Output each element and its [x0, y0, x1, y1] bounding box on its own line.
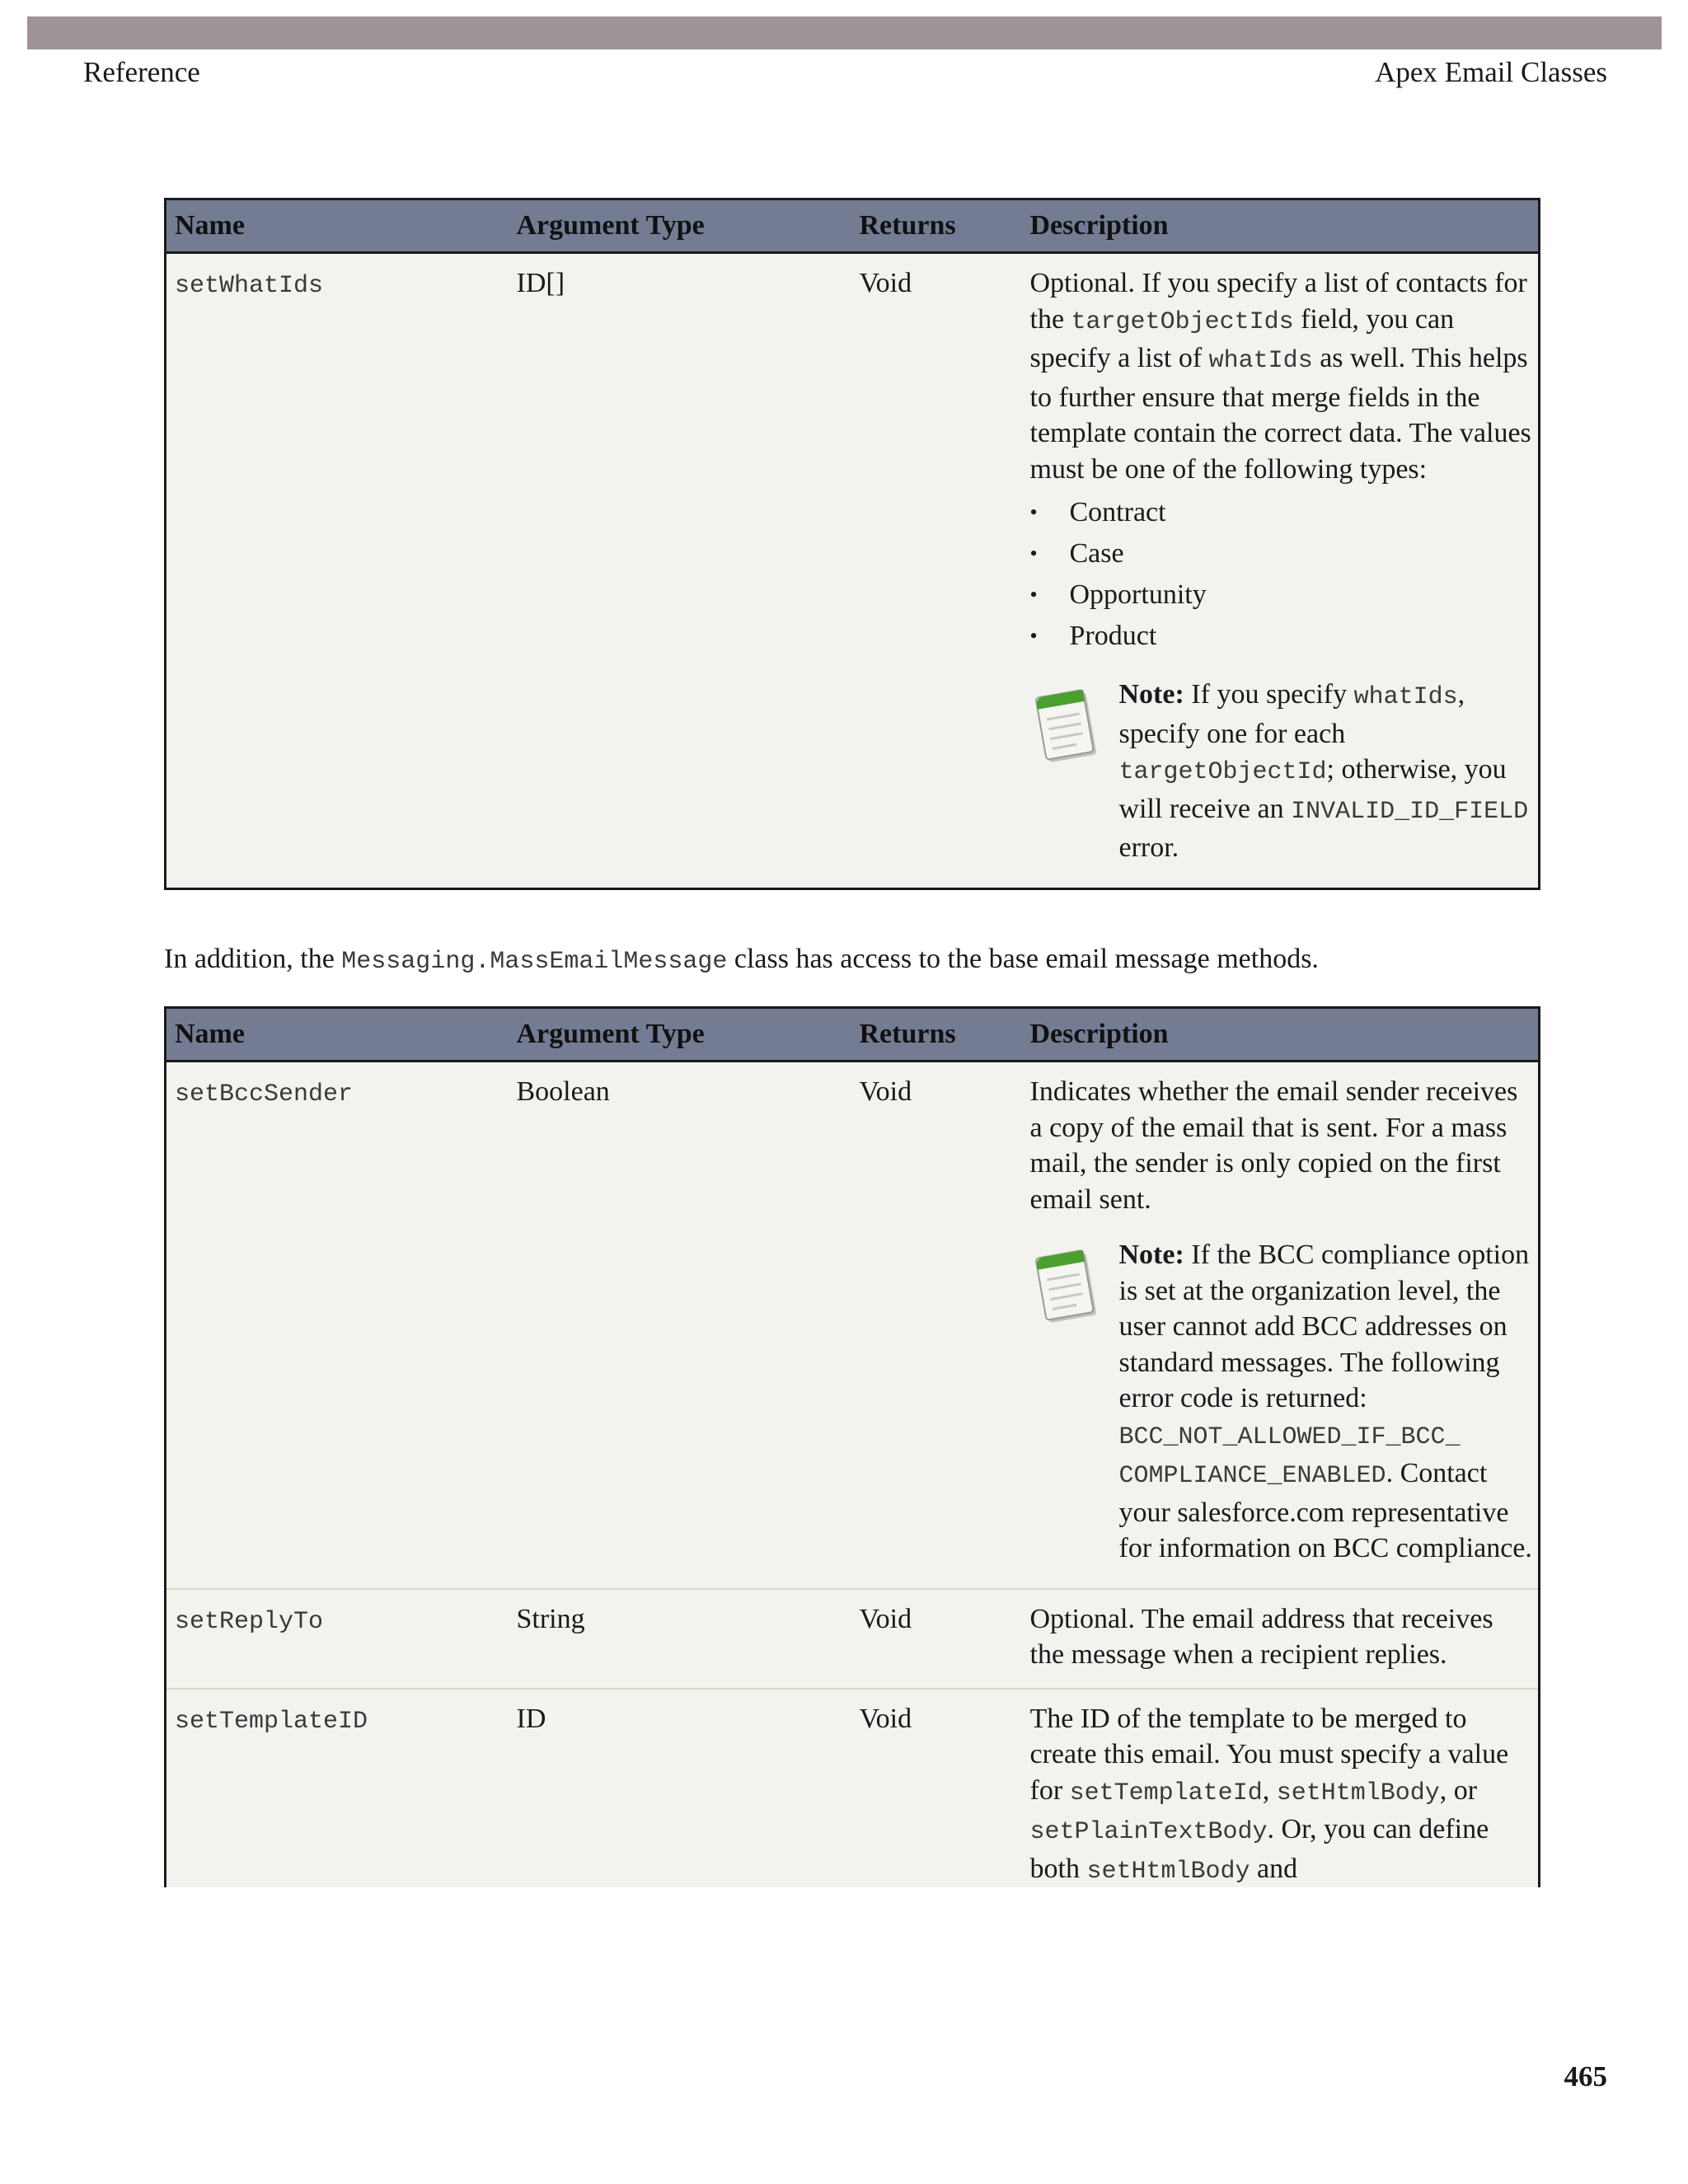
desc-text: and [1250, 1853, 1298, 1884]
methods-table-2 [164, 1006, 1540, 1939]
note-icon [1034, 683, 1100, 769]
desc-text: Indicates whether the email sender receives a copy of the email that is sent. For a mass mail, the sender is only copied on the first email sent. [1029, 1076, 1518, 1215]
note-code: INVALID_ID_FIELD [1291, 797, 1529, 826]
argument-type: ID [509, 1689, 851, 1939]
note-text: If the BCC compliance option is set at the organization level, the user cannot add BCC addresses on standard messages. The following error code is returned: [1118, 1240, 1530, 1413]
table-row [166, 253, 1540, 889]
top-bar [27, 16, 1662, 49]
table-header-row [166, 199, 1540, 253]
note-callout [1030, 1237, 1534, 1567]
return-type: Void [851, 1689, 1022, 1939]
intro-paragraph [164, 940, 1319, 982]
desc-text: field, you can specify a list of [1029, 303, 1455, 373]
desc-text: , or [1439, 1774, 1478, 1806]
argument-type: Boolean [509, 1062, 851, 1589]
paragraph-code: Messaging.MassEmailMessage [341, 948, 728, 976]
list-item: • Case [1030, 533, 1534, 574]
desc-code: setHtmlBody [1086, 1857, 1250, 1886]
method-name [166, 253, 509, 889]
note-text: , specify one for each [1118, 679, 1465, 749]
method-name-code: setReplyTo [175, 1607, 324, 1636]
paragraph-text: In addition, the [164, 944, 342, 974]
method-name-code: setTemplateID [175, 1707, 368, 1736]
note-text: . Contact your salesforce.com representative for information on BCC compliance. [1118, 1458, 1532, 1563]
return-type: Void [851, 1062, 1022, 1589]
note-code: whatIds [1353, 683, 1458, 711]
desc-text: , [1262, 1774, 1277, 1806]
desc-code: whatIds [1208, 347, 1313, 375]
paragraph-text: class has access to the base email message methods. [727, 944, 1319, 974]
table-row [166, 1062, 1540, 1589]
list-item: • Opportunity [1030, 574, 1534, 616]
page-bottom-blank [164, 1887, 1540, 2184]
method-name-code: setWhatIds [175, 272, 324, 300]
argument-type: ID[] [509, 253, 851, 889]
method-description: Optional. The email address that receives the message when a recipient replies. [1022, 1589, 1540, 1689]
column-header-name: Name [166, 199, 509, 253]
desc-text: Optional. If you specify a list of contacts for the [1029, 268, 1527, 335]
running-header-left: Reference [83, 56, 200, 88]
column-header-description: Description [1022, 199, 1540, 253]
argument-type: String [509, 1589, 851, 1689]
column-header-argument-type: Argument Type [509, 199, 851, 253]
note-code: BCC_NOT_ALLOWED_IF_BCC_ COMPLIANCE_ENABLED [1118, 1422, 1461, 1490]
list-item: • Product [1030, 616, 1534, 657]
table-row [166, 1589, 1540, 1689]
column-header-argument-type: Argument Type [509, 1008, 851, 1062]
page-number: 465 [1564, 2060, 1607, 2093]
column-header-description: Description [1022, 1008, 1540, 1062]
note-text: ; otherwise, you will receive an [1118, 754, 1507, 824]
desc-text: The ID of the template to be merged to create this email. You must specify a value for [1029, 1703, 1509, 1806]
method-name [166, 1589, 509, 1689]
note-text: error. [1118, 832, 1179, 863]
return-type: Void [851, 253, 1022, 889]
types-list [1030, 492, 1534, 657]
desc-text: as well. This helps to further ensure that merge fields in the template contain the correct data. The values must be one of the following types: [1029, 343, 1531, 485]
running-header-right: Apex Email Classes [1375, 56, 1607, 88]
desc-code: setPlainTextBody [1029, 1818, 1268, 1846]
note-icon [1034, 1244, 1100, 1329]
desc-code: setHtmlBody [1276, 1779, 1440, 1807]
table-header-row [166, 1008, 1540, 1062]
desc-code: targetObjectIds [1071, 307, 1294, 336]
method-name [166, 1062, 509, 1589]
return-type: Void [851, 1589, 1022, 1689]
note-text: If you specify [1184, 679, 1354, 710]
column-header-returns: Returns [851, 1008, 1022, 1062]
note-code: targetObjectId [1118, 758, 1327, 786]
method-description [1022, 1062, 1540, 1589]
note-label: Note: [1118, 679, 1184, 710]
note-label: Note: [1118, 1240, 1184, 1270]
methods-table-1 [164, 198, 1540, 890]
column-header-name: Name [166, 1008, 509, 1062]
method-name-code: setBccSender [175, 1080, 354, 1108]
desc-code: setTemplateId [1069, 1779, 1263, 1807]
method-description [1022, 253, 1540, 889]
desc-text: . Or, you can define both [1029, 1814, 1489, 1884]
note-callout [1030, 677, 1534, 866]
list-item: • Contract [1030, 492, 1534, 533]
column-header-returns: Returns [851, 199, 1022, 253]
